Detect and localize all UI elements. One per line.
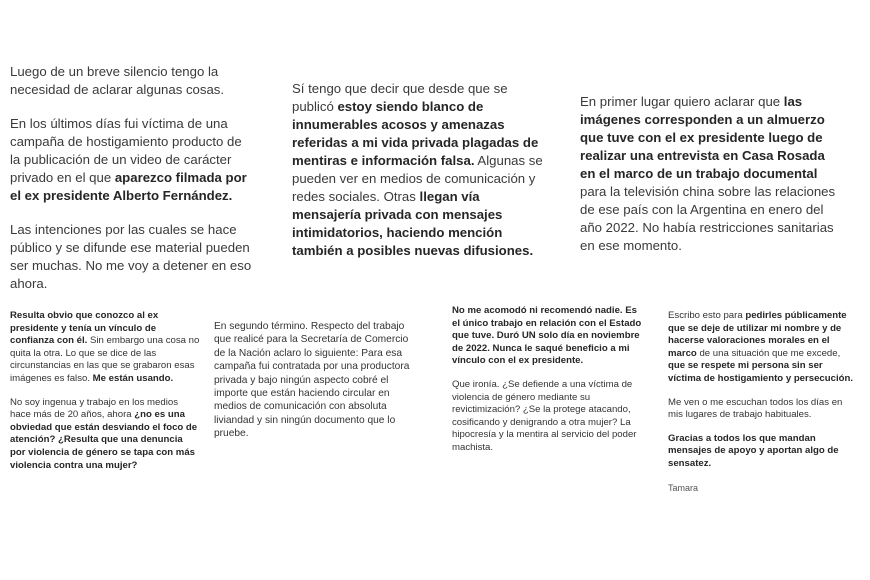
signature: Tamara bbox=[668, 482, 699, 493]
statement-bottom-col4 bbox=[668, 310, 858, 494]
text-run: Sí tengo que decir que desde que se publicó bbox=[292, 81, 508, 114]
text-run: Sin embargo una cosa no quita la otra. Lo que se dice de las circunstancias en las que se grabaron esas imágenes es falso. bbox=[10, 335, 200, 384]
paragraph: Que ironía. ¿Se defiende a una víctima de violencia de género mediante su revictimización? ¿Se la protege atacando, cosificando y denigrando a otra mujer? La hipocresía y la mentira al servicio del poder machista. bbox=[452, 378, 637, 453]
paragraph: Las intenciones por las cuales se hace público y se difunde ese material pueden ser muchas. No me voy a detener en eso ahora. bbox=[10, 222, 252, 291]
bold-text-run: Resulta obvio que conozco al ex presidente y tenía un vínculo de confianza con él. bbox=[10, 310, 159, 347]
paragraph bbox=[10, 310, 200, 386]
bold-text-run: que se respete mi persona sin ser víctima de hostigamiento y persecución. bbox=[668, 360, 853, 384]
bold-text-run: llegan vía mensajería privada con mensajes intimidatorios, haciendo mención también a posibles nuevas difusiones. bbox=[292, 189, 534, 258]
paragraph: Luego de un breve silencio tengo la necesidad de aclarar algunas cosas. bbox=[10, 64, 225, 97]
paragraph bbox=[292, 80, 552, 260]
bold-text-run: Me están usando. bbox=[92, 372, 174, 384]
bold-text-run: ¿no es una obviedad que están desviando el foco de atención? ¿Resulta que una denuncia por violencia de género se tapa con más violencia contra una mujer? bbox=[10, 409, 198, 471]
statement-bottom-col2 bbox=[214, 320, 419, 441]
text-run: No soy ingenua y trabajo en los medios hace más de 20 años, ahora bbox=[10, 396, 178, 421]
bold-text-run: pedirles públicamente que se deje de utilizar mi nombre y de hacerse valoraciones morales en el marco bbox=[668, 310, 847, 359]
paragraph: Me ven o me escuchan todos los días en mis lugares de trabajo habituales. bbox=[668, 396, 843, 421]
statement-bottom-col1 bbox=[10, 310, 200, 472]
bold-text-run: estoy siendo blanco de innumerables acosos y amenazas referidas a mi vida privada plagadas de mentiras e información falsa. bbox=[292, 99, 539, 168]
statement-top-col1 bbox=[10, 63, 255, 293]
statement-top-col3 bbox=[580, 93, 842, 255]
paragraph bbox=[10, 397, 200, 473]
paragraph bbox=[668, 310, 858, 386]
paragraph bbox=[580, 93, 842, 255]
paragraph: No me acomodó ni recomendó nadie. Es el único trabajo en relación con el Estado que tuve. Duró UN solo día en noviembre de 2022. Nunca le saqué beneficio a mi vínculo con el ex presidente. bbox=[452, 305, 642, 367]
text-run: En primer lugar quiero aclarar que bbox=[580, 94, 784, 109]
statement-bottom-col3 bbox=[452, 305, 642, 455]
bold-text-run: aparezco filmada por el ex presidente Alberto Fernández. bbox=[10, 170, 247, 203]
statement-top-col2 bbox=[292, 80, 552, 260]
text-run: de una situación que me excede, bbox=[696, 347, 841, 359]
text-run: para la televisión china sobre las relaciones de ese país con la Argentina en enero del año 2022. No había restricciones sanitarias en ese momento. bbox=[580, 184, 836, 253]
paragraph: Gracias a todos los que mandan mensajes de apoyo y aportan algo de sensatez. bbox=[668, 432, 839, 469]
bold-text-run: las imágenes corresponden a un almuerzo que tuve con el ex presidente luego de realizar una entrevista en Casa Rosada en el marco de un trabajo documental bbox=[580, 94, 825, 181]
paragraph bbox=[10, 115, 255, 205]
text-run: En los últimos días fui víctima de una campaña de hostigamiento producto de la publicación de un video de carácter privado en el que bbox=[10, 116, 242, 185]
text-run: Escribo esto para bbox=[668, 310, 746, 321]
paragraph: En segundo término. Respecto del trabajo que realicé para la Secretaría de Comercio de la Nación aclaro lo siguiente: Para esa campaña fui contratada por una productora privada y bajo ningún aspecto cobré el importe que están haciendo circular en medios de comunicación con absoluta liviandad y sin ningún documento que lo pruebe. bbox=[214, 321, 410, 440]
text-run: Algunas se pueden ver en medios de comunicación y redes sociales. Otras bbox=[292, 153, 543, 204]
